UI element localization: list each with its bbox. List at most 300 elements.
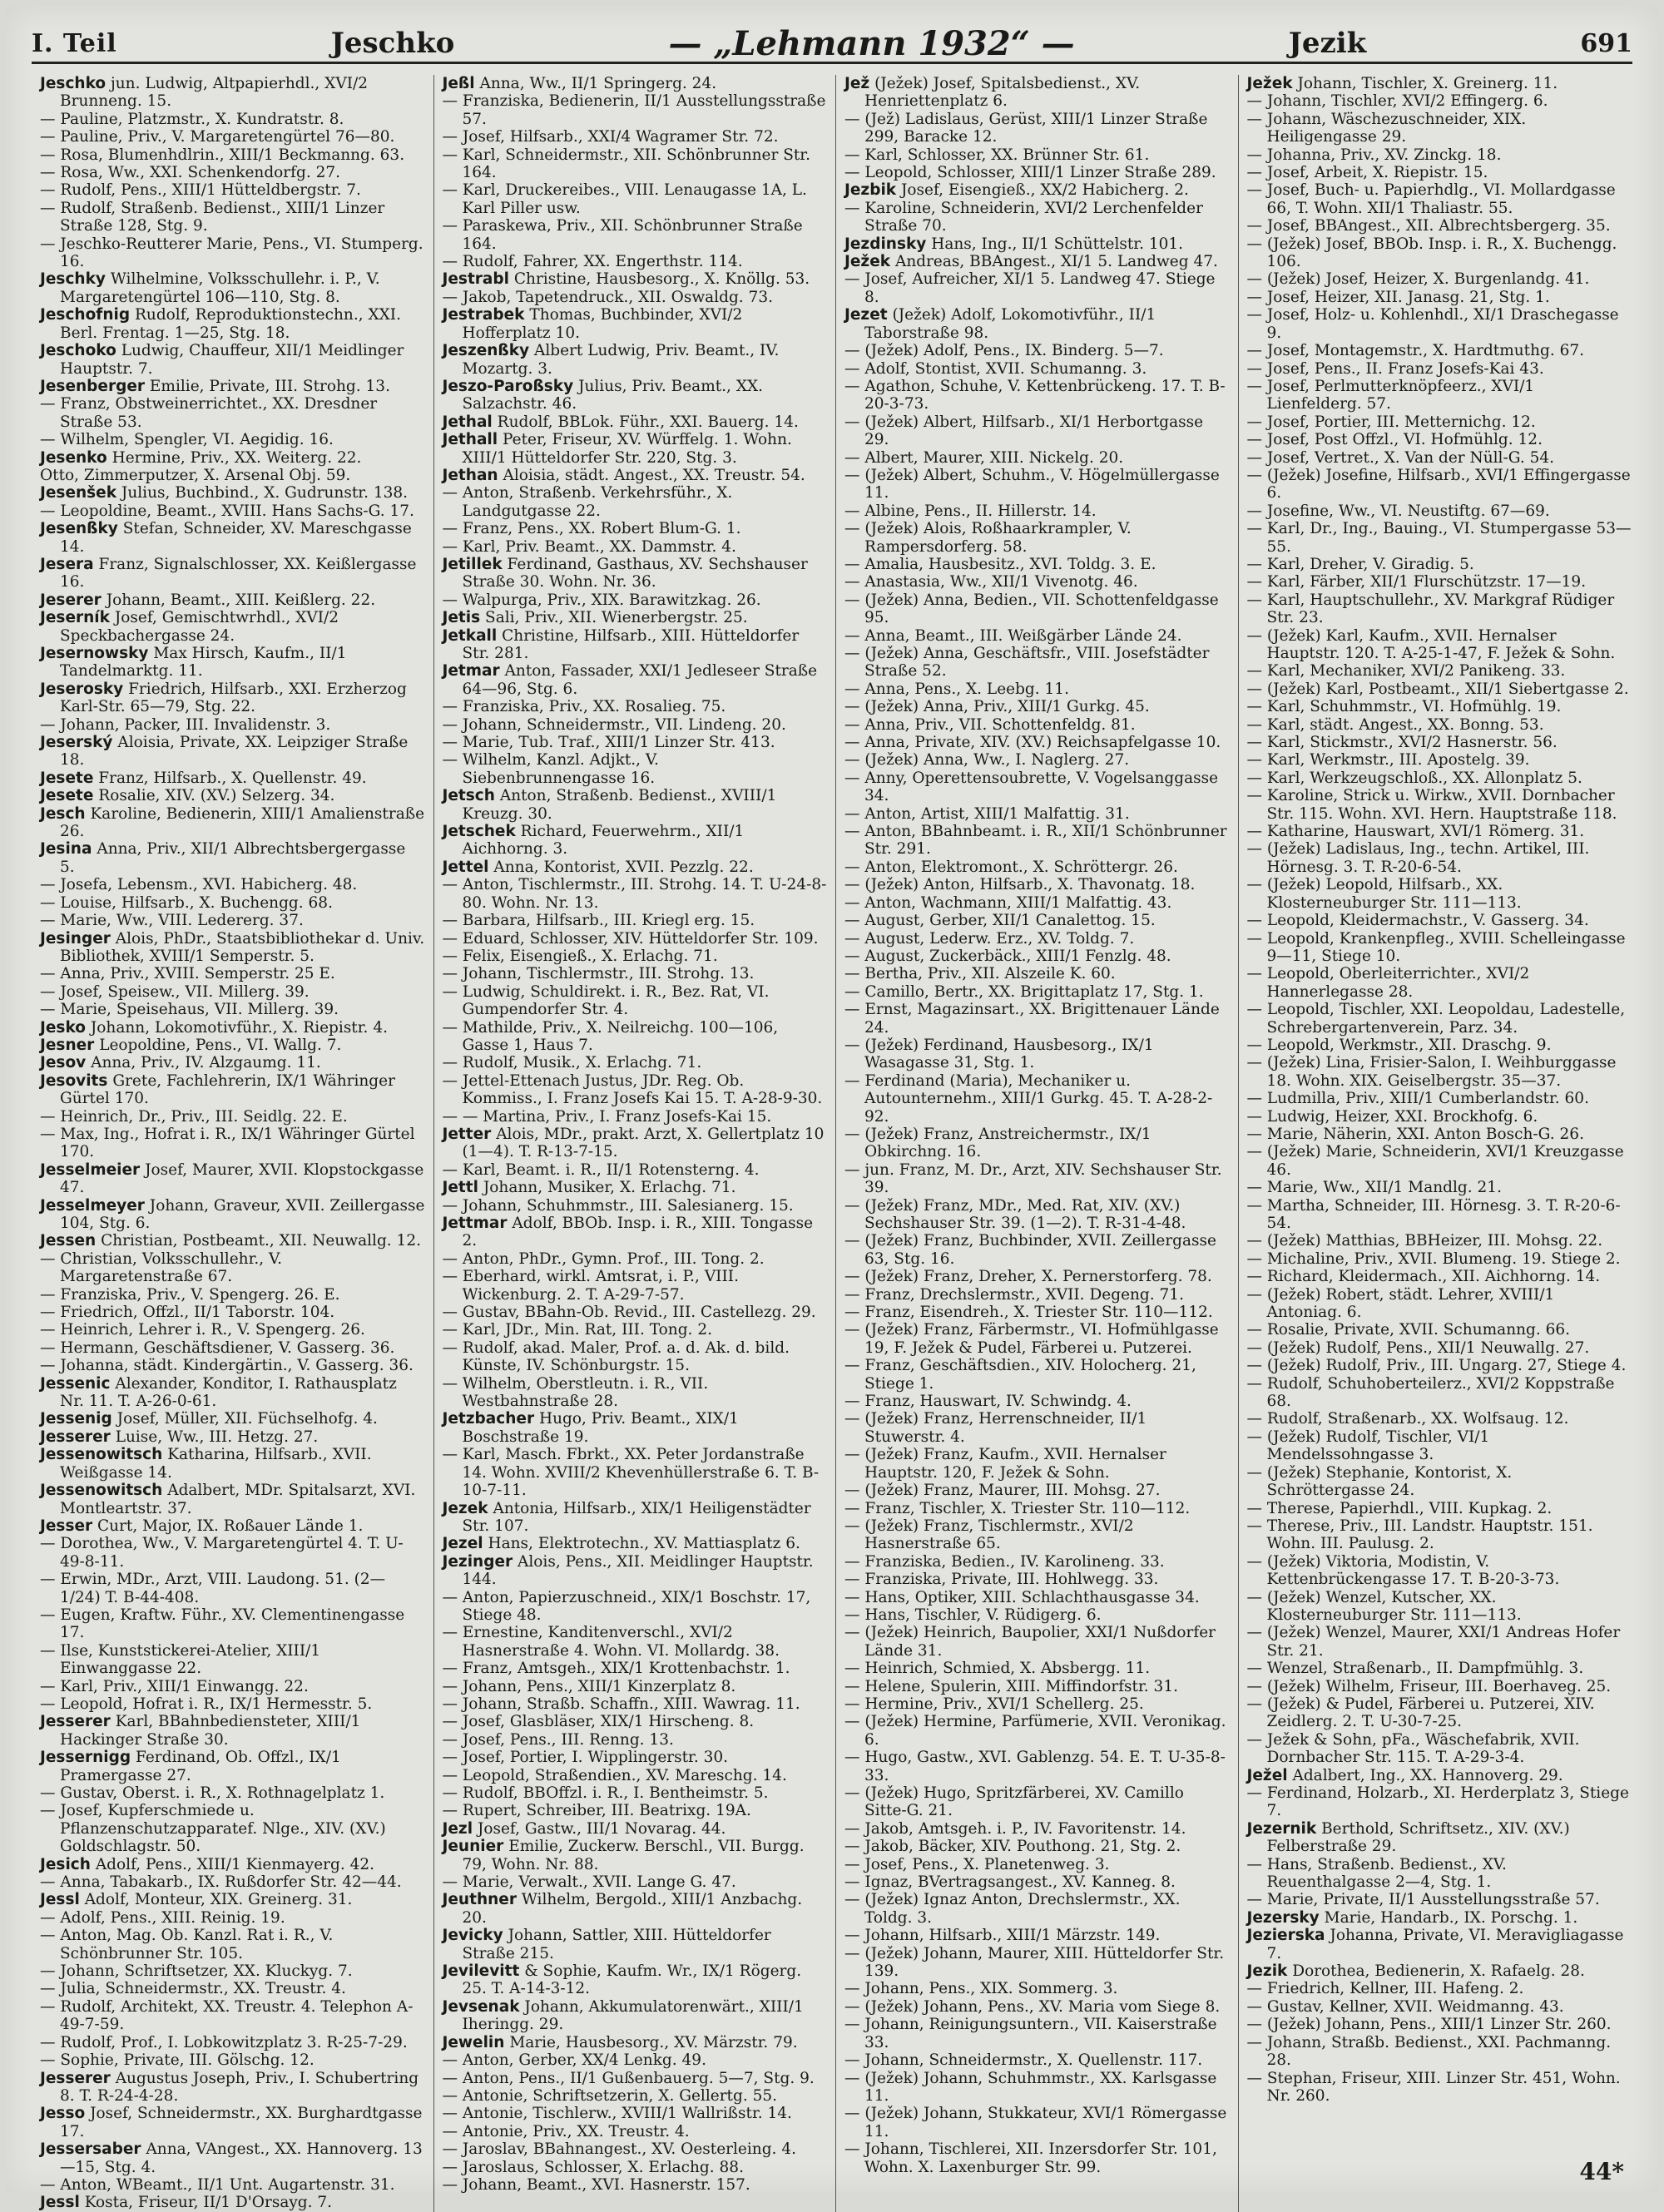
entry-details: — Anton, BBahnbeamt. i. R., XII/1 Schönbrunner Str. 291.: [844, 823, 1227, 859]
directory-entry: [844, 556, 1230, 573]
directory-entry: [40, 1980, 425, 1997]
entry-surname: Jeschofnig: [40, 306, 131, 324]
directory-entry: [40, 1962, 425, 1980]
directory-entry: [844, 1232, 1230, 1268]
directory-entry: [844, 645, 1230, 680]
entry-surname: Jezbik: [844, 181, 897, 200]
directory-entry: [40, 556, 425, 591]
directory-entry: [1247, 1980, 1633, 1997]
directory-entry: [1247, 235, 1633, 271]
entry-details: — Rudolf, Straßenb. Bedienst., XIII/1 Linzer Straße 128, Stg. 9.: [40, 199, 385, 235]
directory-entry: [1247, 1375, 1633, 1411]
entry-details: Josef, Schneidermstr., XX. Burghardtgasse 17.: [60, 2105, 423, 2140]
directory-entry: [443, 823, 828, 859]
entry-details: — Amalia, Hausbesitz., XVI. Toldg. 3. E.: [844, 555, 1156, 573]
entry-details: — Johann, Straßb. Schaffn., XIII. Wawrag. 11.: [442, 1695, 800, 1713]
entry-surname: Ježek: [844, 253, 891, 271]
entry-details: — (Jež) Ladislaus, Gerüst, XIII/1 Linzer Straße 299, Baracke 12.: [844, 110, 1208, 146]
entry-details: — Karl, Stickmstr., XVI/2 Hasnerstr. 56.: [1246, 734, 1558, 752]
entry-details: — (Ježek) Stephanie, Kontorist, X. Schröttergasse 24.: [1246, 1463, 1513, 1500]
directory-entry: [443, 1802, 828, 1819]
entry-details: Dorothea, Bedienerin, X. Rafaelg. 28.: [1292, 1962, 1585, 1981]
directory-entry: [443, 378, 828, 413]
entry-details: — Rudolf, Schuhoberteilerz., XVI/2 Koppstraße 68.: [1246, 1374, 1615, 1411]
entry-details: — Anton, Gerber, XX/4 Lenkg. 49.: [442, 2051, 706, 2070]
entry-details: — Therese, Priv., III. Landstr. Hauptstr. 151. Wohn. III. Paulusg. 2.: [1246, 1517, 1593, 1553]
directory-entry: [844, 1410, 1230, 1446]
entry-details: — Heinrich, Dr., Priv., III. Seidlg. 22. E.: [40, 1107, 348, 1126]
directory-entry: [844, 1197, 1230, 1233]
entry-details: — Rosa, Blumenhdlrin., XIII/1 Beckmanng. 63.: [40, 146, 405, 164]
entry-details: Alois, MDr., prakt. Arzt, X. Gellertplatz 10 (1—4). T. R-13-7-15.: [462, 1125, 825, 1161]
entry-details: — Rupert, Schreiber, III. Beatrixg. 19A.: [442, 1802, 751, 1820]
entry-details: — (Ježek) Johann, Pens., XIII/1 Linzer Str. 260.: [1246, 2016, 1612, 2034]
entry-details: — Anton, Elektromont., X. Schröttergr. 26.: [844, 858, 1178, 876]
directory-entry: [1247, 1108, 1633, 1126]
entry-details: — Karoline, Schneiderin, XVI/2 Lerchenfelder Straße 70.: [844, 199, 1203, 235]
directory-entry: [1247, 75, 1633, 92]
entry-surname: Jezierska: [1246, 1927, 1325, 1945]
entry-details: Josef, Gemischtwrhdl., XVI/2 Speckbachergasse 24.: [60, 609, 339, 645]
entry-details: Marie, Handarb., IX. Porschg. 1.: [1324, 1908, 1578, 1927]
entry-details: — (Ježek) Heinrich, Baupolier, XXI/1 Nußdorfer Lände 31.: [844, 1624, 1216, 1660]
directory-entry: [40, 431, 425, 448]
entry-details: — Barbara, Hilfsarb., III. Kriegl erg. 15.: [442, 912, 755, 930]
entry-details: — Johann, Tischler, XVI/2 Effingerg. 6.: [1246, 92, 1548, 111]
directory-entry: [443, 1767, 828, 1784]
directory-entry: [443, 2159, 828, 2176]
entry-details: — Karl, Beamt. i. R., II/1 Rotensterng. 4.: [442, 1160, 760, 1179]
directory-entry: [40, 502, 425, 520]
directory-entry: [40, 1375, 425, 1411]
entry-details: — (Ježek) Leopold, Hilfsarb., XX. Klosterneuburger Str. 111—113.: [1246, 876, 1522, 912]
signature-mark: 44*: [1579, 2158, 1624, 2185]
directory-entry: [443, 591, 828, 609]
entry-details: Ludwig, Chauffeur, XII/1 Meidlinger Hauptstr. 7.: [60, 342, 404, 378]
entry-details: Johann, Sattler, XIII. Hütteldorfer Straße 215.: [462, 1927, 771, 1962]
entry-details: — (Ježek) Franz, Dreher, X. Pernerstorferg. 78.: [844, 1268, 1212, 1286]
entry-surname: Jesera: [40, 555, 94, 573]
directory-entry: [443, 1749, 828, 1766]
entry-details: — Josef, Pens., X. Planetenweg. 3.: [844, 1855, 1110, 1873]
entry-details: — Josef, Portier, I. Wipplingerstr. 30.: [442, 1749, 729, 1767]
entry-details: — Johann, Reinigungsuntern., VII. Kaiserstraße 33.: [844, 2016, 1217, 2051]
entry-details: — (Ježek) Ladislaus, Ing., techn. Artikel, III. Hörnesg. 3. T. R-20-6-54.: [1246, 840, 1590, 876]
directory-entry: [1247, 2016, 1633, 2033]
entry-surname: Jesina: [40, 840, 92, 859]
entry-details: — Johann, Beamt., XVI. Hasnerstr. 157.: [442, 2175, 750, 2194]
directory-entry: [40, 235, 425, 271]
directory-entry: [1247, 1820, 1633, 1856]
directory-entry: [443, 413, 828, 431]
entry-details: — Josef, Pens., II. Franz Josefs-Kai 43.: [1246, 359, 1544, 378]
directory-entry: [443, 431, 828, 467]
directory-entry: [443, 2140, 828, 2158]
entry-details: — Anton, Tischlermstr., III. Strohg. 14. T. U-24-8-80. Wohn. Nr. 13.: [442, 876, 827, 912]
directory-entry: [40, 1286, 425, 1304]
directory-entry: [443, 1375, 828, 1411]
directory-entry: [1247, 1678, 1633, 1695]
entry-details: — Franz, Hauswart, IV. Schwindg. 4.: [844, 1393, 1132, 1411]
entry-details: — Ludwig, Heizer, XXI. Brockhofg. 6.: [1246, 1107, 1538, 1126]
entry-details: — jun. Franz, M. Dr., Arzt, XIV. Sechshauser Str. 39.: [844, 1160, 1222, 1197]
entry-details: Katharina, Hilfsarb., XVII. Weißgasse 14.: [60, 1446, 372, 1482]
entry-details: — August, Lederw. Erz., XV. Toldg. 7.: [844, 929, 1135, 948]
entry-details: — Jettel-Ettenach Justus, JDr. Reg. Ob. Kommiss., I. Franz Josefs Kai 15. T. A-28-9-30.: [442, 1071, 823, 1108]
directory-entry: [443, 556, 828, 591]
entry-details: — Karl, Schneidermstr., XII. Schönbrunner Str. 164.: [442, 146, 810, 182]
entry-details: — Leopold, Straßendien., XV. Mareschg. 14.: [442, 1766, 787, 1784]
entry-details: — Ferdinand (Maria), Mechaniker u. Autounternehm., XIII/1 Gurkg. 45. T. A-28-2-92.: [844, 1071, 1213, 1126]
entry-details: — Gustav, Oberst. i. R., X. Rothnagelplatz 1.: [40, 1784, 385, 1802]
directory-entry: [1247, 662, 1633, 680]
directory-entry: [844, 1678, 1230, 1695]
entry-details: Leopoldine, Pens., VI. Wallg. 7.: [99, 1036, 342, 1054]
entry-details: Curt, Major, IX. Roßauer Lände 1.: [97, 1517, 364, 1535]
entry-details: — Helene, Spulerin, XIII. Miffindorfstr. 31.: [844, 1677, 1178, 1695]
entry-details: — (Ježek) Rudolf, Tischler, VI/1 Mendelssohngasse 3.: [1246, 1428, 1490, 1464]
entry-details: — (Ježek) Rudolf, Priv., III. Ungarg. 27, Stiege 4.: [1246, 1357, 1627, 1375]
directory-entry: [1247, 627, 1633, 663]
entry-details: Christine, Hilfsarb., XIII. Hütteldorfer Str. 281.: [462, 626, 800, 662]
entry-details: Sali, Priv., XII. Wienerbergstr. 25.: [485, 609, 748, 627]
entry-surname: Jessl: [40, 1891, 80, 1909]
entry-surname: Jesselmeier: [40, 1160, 141, 1179]
directory-entry: [443, 1161, 828, 1179]
directory-entry: [1247, 1962, 1633, 1980]
entry-surname: Jesinger: [40, 929, 111, 948]
entry-details: — Stephan, Friseur, XIII. Linzer Str. 451, Wohn. Nr. 260.: [1246, 2069, 1621, 2105]
directory-entry: [844, 306, 1230, 342]
directory-entry: [1247, 1232, 1633, 1250]
entry-details: — Wenzel, Straßenarb., II. Dampfmühlg. 3.: [1246, 1660, 1584, 1678]
directory-entry: [40, 1517, 425, 1535]
directory-entry: [844, 751, 1230, 769]
entry-details: Emilie, Private, III. Strohg. 13.: [149, 377, 390, 395]
entry-details: — (Ježek) Ferdinand, Hausbesorg., IX/1 Wasagasse 31, Stg. 1.: [844, 1036, 1154, 1072]
entry-details: — (Ježek) Johann, Pens., XV. Maria vom Siege 8.: [844, 1997, 1221, 2016]
directory-entry: [443, 306, 828, 342]
entry-surname: Jetkall: [442, 626, 498, 645]
entry-surname: Jesovits: [40, 1071, 108, 1090]
entry-surname: Jeserosky: [40, 680, 124, 698]
directory-entry: [40, 1891, 425, 1908]
entry-details: Josef, Gastw., III/1 Novarag. 44.: [477, 1819, 726, 1838]
entry-details: Otto, Zimmerputzer, X. Arsenal Obj. 59.: [40, 466, 351, 484]
entry-details: — Karl, Schlosser, XX. Brünner Str. 61.: [844, 146, 1150, 164]
entry-details: — Josef, Hilfsarb., XXI/4 Wagramer Str. 72.: [442, 128, 779, 146]
entry-details: — Rosalie, Private, XVII. Schumanng. 66.: [1246, 1321, 1571, 1339]
entry-details: — Karl, Priv. Beamt., XX. Dammstr. 4.: [442, 537, 736, 556]
directory-entry: [844, 876, 1230, 893]
directory-entry: [443, 92, 828, 128]
directory-entry: [40, 449, 425, 467]
directory-entry: [443, 289, 828, 306]
entry-details: — Pauline, Priv., V. Margaretengürtel 76—80.: [40, 128, 395, 146]
directory-entry: [443, 1019, 828, 1055]
entry-details: — Hans, Tischler, V. Rüdigerg. 6.: [844, 1606, 1102, 1624]
entry-surname: Jetzbacher: [442, 1410, 535, 1428]
directory-entry: [40, 1927, 425, 1962]
entry-details: — Karl, JDr., Min. Rat, III. Tong. 2.: [442, 1321, 712, 1339]
entry-surname: Jethan: [442, 466, 498, 484]
directory-entry: [443, 1873, 828, 1891]
entry-details: — Rudolf, Architekt, XX. Treustr. 4. Telephon A-49-7-59.: [40, 1997, 414, 2034]
entry-details: & Sophie, Kaufm. Wr., IX/1 Rögerg. 25. T. A-14-3-12.: [462, 1962, 802, 1998]
directory-entry: [443, 1500, 828, 1536]
directory-entry: [844, 235, 1230, 253]
entry-surname: Jež: [844, 75, 870, 92]
directory-entry: [40, 840, 425, 876]
entry-details: — Sophie, Private, III. Gölschg. 12.: [40, 2051, 314, 2070]
entry-details: — Anna, Private, XIV. (XV.) Reichsapfelgasse 10.: [844, 734, 1221, 752]
directory-entry: [40, 128, 425, 146]
directory-entry: [844, 948, 1230, 965]
entry-details: — Jakob, Amtsgeh. i. P., IV. Favoritenstr. 14.: [844, 1819, 1186, 1838]
entry-details: — Karoline, Strick u. Wirkw., XVII. Dornbacher Str. 115. Wohn. XVI. Hern. Hauptstraße 118.: [1246, 787, 1617, 823]
directory-entry: [1247, 360, 1633, 378]
entry-details: — Julia, Schneidermstr., XX. Treustr. 4.: [40, 1980, 346, 1998]
directory-entry: [40, 1909, 425, 1927]
directory-entry: [40, 1197, 425, 1233]
directory-entry: [40, 520, 425, 556]
entry-details: — Katharine, Hauswart, XVI/1 Römerg. 31.: [1246, 823, 1585, 841]
directory-entry: [40, 1037, 425, 1054]
directory-entry: [844, 1589, 1230, 1606]
entry-details: — (Ježek) Ignaz Anton, Drechslermstr., XX. Toldg. 3.: [844, 1891, 1181, 1927]
directory-entry: [1247, 1909, 1633, 1927]
entry-surname: Jesov: [40, 1054, 87, 1072]
entry-surname: Jesso: [40, 2105, 86, 2123]
page-number: 691: [1580, 28, 1632, 58]
entry-details: — Franz, Drechslermstr., XVII. Degeng. 71.: [844, 1285, 1184, 1304]
directory-entry: [443, 1624, 828, 1660]
directory-entry: [443, 1410, 828, 1446]
entry-details: Alexander, Konditor, I. Rathausplatz Nr. 11. T. A-26-0-61.: [60, 1374, 397, 1411]
entry-surname: Jezinger: [442, 1552, 513, 1571]
directory-entry: [443, 609, 828, 626]
directory-entry: [844, 1927, 1230, 1944]
directory-entry: [1247, 2070, 1633, 2106]
directory-entry: [40, 930, 425, 966]
directory-entry: [844, 1838, 1230, 1855]
entry-details: (Ježek) Adolf, Lokomotivführ., II/1 Taborstraße 98.: [864, 306, 1156, 342]
directory-entry: [1247, 1784, 1633, 1820]
entry-details: — Karl, Masch. Fbrkt., XX. Peter Jordanstraße 14. Wohn. XVIII/2 Khevenhüllerstraße 6. T. B-10-7-11.: [442, 1446, 820, 1500]
entry-surname: Jesernowsky: [40, 645, 149, 662]
directory-entry: [443, 538, 828, 556]
directory-entry: [40, 1232, 425, 1250]
directory-entry: [1247, 1001, 1633, 1037]
entry-details: — Marie, Ww., XII/1 Mandlg. 21.: [1246, 1179, 1502, 1197]
entry-surname: Jeschko: [40, 75, 106, 92]
entry-details: — Josef, Pens., III. Renng. 13.: [442, 1730, 674, 1749]
entry-details: — (Ježek) Franz, Kaufm., XVII. Hernalser Hauptstr. 120, F. Ježek & Sohn.: [844, 1446, 1166, 1482]
entry-surname: Jeserer: [40, 591, 102, 609]
entry-details: — Ježek & Sohn, pFa., Wäschefabrik, XVII. Dornbacher Str. 115. T. A-29-3-4.: [1246, 1730, 1580, 1767]
entry-details: Augustus Joseph, Priv., I. Schubertring 8. T. R-24-4-28.: [60, 2069, 419, 2105]
directory-entry: [1247, 1660, 1633, 1677]
entry-details: Karl, BBahnbediensteter, XIII/1 Hackinger Straße 30.: [60, 1713, 361, 1749]
entry-details: — Leopoldine, Beamt., XVIII. Hans Sachs-G. 17.: [40, 502, 414, 520]
directory-entry: [40, 609, 425, 645]
directory-entry: [1247, 698, 1633, 715]
entry-surname: Jesenšek: [40, 484, 117, 502]
entry-details: — Ernestine, Kanditenverschl., XVI/2 Hasnerstraße 4. Wohn. VI. Mollardg. 38.: [442, 1624, 780, 1660]
entry-details: — (Ježek) Karl, Kaufm., XVII. Hernalser Hauptstr. 120. T. A-25-1-47, F. Ježek & Sohn.: [1246, 626, 1616, 662]
entry-details: Johann, Akkumulatorenwärt., XIII/1 Iheringg. 29.: [462, 1997, 804, 2034]
entry-details: — (Ježek) Wenzel, Maurer, XXI/1 Andreas Hofer Str. 21.: [1246, 1624, 1621, 1660]
entry-details: — (Ježek) Josef, Heizer, X. Burgenlandg. 41.: [1246, 270, 1590, 289]
entry-details: — Franz, Geschäftsdien., XIV. Holocherg. 21, Stiege 1.: [844, 1357, 1196, 1393]
directory-entry: [844, 1357, 1230, 1393]
directory-entry: [40, 2034, 425, 2051]
entry-details: — Leopold, Oberleiterrichter., XVI/2 Hannerlegasse 28.: [1246, 965, 1530, 1001]
entry-details: — Albert, Maurer, XIII. Nickelg. 20.: [844, 448, 1124, 467]
entry-details: Aloisia, städt. Angest., XX. Treustr. 54.: [503, 466, 805, 484]
directory-entry: [443, 751, 828, 787]
directory-entry: [40, 1428, 425, 1446]
directory-entry: [844, 983, 1230, 1001]
directory-entry: [443, 1891, 828, 1927]
entry-details: — Leopold, Werkmstr., XII. Draschg. 9.: [1246, 1036, 1552, 1054]
directory-entry: [443, 2123, 828, 2140]
entry-details: Grete, Fachlehrerin, IX/1 Währinger Gürtel 170.: [60, 1071, 395, 1108]
entry-details: — Friedrich, Offzl., II/1 Taborstr. 104.: [40, 1304, 335, 1322]
directory-entry: [443, 2051, 828, 2069]
entry-details: — Karl, Werkmstr., III. Apostelg. 39.: [1246, 751, 1530, 769]
entry-surname: Jewelin: [442, 2033, 505, 2051]
directory-entry: [844, 253, 1230, 270]
entry-details: — Karl, Priv., XIII/1 Einwangg. 22.: [40, 1677, 309, 1695]
entry-surname: Jevsenak: [442, 1997, 520, 2016]
entry-details: Max Hirsch, Kaufm., II/1 Tandelmarktg. 11.: [60, 645, 347, 680]
directory-entry: [443, 2105, 828, 2122]
entry-details: — Karl, Hauptschullehr., XV. Markgraf Rüdiger Str. 23.: [1246, 591, 1615, 627]
entry-surname: Jezersky: [1246, 1908, 1320, 1927]
entry-details: — Hans, Optiker, XIII. Schlachthausgasse 34.: [844, 1588, 1200, 1606]
entry-details: — Hermann, Geschäftsdiener, V. Gasserg. 36.: [40, 1339, 395, 1357]
entry-details: — Anton, Wachmann, XIII/1 Malfattig. 43.: [844, 893, 1172, 912]
entry-details: — Marie, Näherin, XXI. Anton Bosch-G. 26.: [1246, 1125, 1584, 1143]
directory-entry: [40, 1784, 425, 1802]
entry-surname: Jevicky: [442, 1927, 503, 1945]
directory-entry: [844, 1713, 1230, 1749]
directory-entry: [40, 1446, 425, 1482]
entry-details: Johanna, Private, VI. Meravigliagasse 7.: [1266, 1927, 1624, 1962]
entry-details: — (Ježek) Johann, Schuhmmstr., XX. Karlsgasse 11.: [844, 2069, 1217, 2105]
entry-details: — Pauline, Platzmstr., X. Kundratstr. 8.: [40, 110, 344, 128]
directory-entry: [844, 1891, 1230, 1927]
column-4: [1239, 75, 1642, 2212]
directory-entry: [844, 75, 1230, 111]
entry-surname: Jessl: [40, 2194, 80, 2212]
entry-details: — Therese, Papierhdl., VIII. Kupkag. 2.: [1246, 1499, 1553, 1517]
directory-entry: [844, 342, 1230, 359]
entry-details: — Anton, Pens., II/1 Gußenbauerg. 5—7, Stg. 9.: [442, 2069, 815, 2087]
entry-details: — Josef, Kupferschmiede u. Pflanzenschutzapparatef. Nlge., XIV. (XV.) Goldschlagstr. 50.: [40, 1802, 386, 1856]
entry-details: — Josef, Aufreicher, XI/1 5. Landweg 47. Stiege 8.: [844, 270, 1216, 306]
directory-entry: [1247, 449, 1633, 467]
entry-details: — Marie, Ww., VIII. Ledererg. 37.: [40, 912, 304, 930]
entry-details: — Johann, Pens., XIII/1 Kinzerplatz 8.: [442, 1677, 736, 1695]
entry-details: — (Ježek) Anton, Hilfsarb., X. Thavonatg. 18.: [844, 876, 1196, 894]
directory-entry: [844, 146, 1230, 164]
directory-entry: [443, 1108, 828, 1126]
entry-details: — August, Gerber, XII/1 Canalettog. 15.: [844, 912, 1156, 930]
directory-entry: [40, 1250, 425, 1286]
directory-entry: [40, 146, 425, 164]
entry-surname: Jesselmeyer: [40, 1196, 145, 1215]
entry-details: Ferdinand, Gasthaus, XV. Sechshauser Straße 30. Wohn. Nr. 36.: [462, 555, 808, 591]
directory-entry: [443, 1250, 828, 1268]
entry-details: — Franziska, Bedien., IV. Karolineng. 33.: [844, 1552, 1165, 1571]
directory-entry: [1247, 1054, 1633, 1090]
directory-entry: [443, 948, 828, 965]
entry-details: — Josefa, Lebensm., XVI. Habicherg. 48.: [40, 876, 358, 894]
entry-surname: Jezek: [442, 1499, 488, 1517]
directory-entry: [844, 413, 1230, 449]
directory-entry: [844, 2016, 1230, 2051]
entry-details: — Louise, Hilfsarb., X. Buchengg. 68.: [40, 893, 333, 912]
entry-details: — Franziska, Bedienerin, II/1 Ausstellungsstraße 57.: [442, 92, 826, 128]
entry-details: Christine, Hausbesorg., X. Knöllg. 53.: [513, 270, 810, 289]
entry-details: — (Ježek) Josefine, Hilfsarb., XVI/1 Effingergasse 6.: [1246, 466, 1631, 502]
directory-entry: [443, 965, 828, 982]
directory-entry: [443, 1784, 828, 1802]
entry-details: Adalbert, MDr. Spitalsarzt, XVI. Montleartstr. 37.: [60, 1482, 416, 1517]
entry-details: — Karl, Dr., Ing., Bauing., VI. Stumpergasse 53—55.: [1246, 520, 1632, 556]
directory-entry: [443, 181, 828, 217]
entry-details: — (Ježek) Johann, Stukkateur, XVI/1 Römergasse 11.: [844, 2105, 1227, 2140]
entry-surname: Jestrabl: [442, 270, 509, 289]
entry-details: Adolf, Pens., XIII/1 Kienmayerg. 42.: [95, 1855, 375, 1873]
entry-details: — Anton, Mag. Ob. Kanzl. Rat i. R., V. Schönbrunner Str. 105.: [40, 1927, 334, 1962]
entry-details: — (Ježek) Hermine, Parfümerie, XVII. Veronikag. 6.: [844, 1713, 1226, 1749]
directory-entry: [40, 1606, 425, 1642]
entry-details: — Camillo, Bertr., XX. Brigittaplatz 17, Stg. 1.: [844, 982, 1204, 1001]
entry-details: — Josef, Post Offzl., VI. Hofmühlg. 12.: [1246, 431, 1543, 449]
directory-entry: [844, 1553, 1230, 1571]
column-1: [32, 75, 434, 2212]
directory-entry: [1247, 1090, 1633, 1107]
directory-entry: [443, 983, 828, 1019]
entry-details: — Anna, Beamt., III. Weißgärber Lände 24.: [844, 626, 1182, 645]
directory-entry: [40, 983, 425, 1001]
directory-entry: [844, 627, 1230, 645]
directory-entry: [1247, 1891, 1633, 1908]
entry-details: Wilhelmine, Volksschullehr. i. P., V. Margaretengürtel 106—110, Stg. 8.: [60, 270, 380, 306]
entry-details: — Josef, BBAngest., XII. Albrechtsbergerg. 35.: [1246, 217, 1611, 235]
directory-entry: [443, 1962, 828, 1998]
directory-entry: [1247, 787, 1633, 823]
entry-surname: Jestrabek: [442, 306, 525, 324]
directory-entry: [844, 1393, 1230, 1410]
entry-details: Anna, Ww., II/1 Springerg. 24.: [479, 75, 717, 92]
directory-entry: [844, 467, 1230, 502]
directory-entry: [1247, 270, 1633, 288]
entry-details: — Rudolf, akad. Maler, Prof. a. d. Ak. d. bild. Künste, IV. Schönburgstr. 15.: [442, 1339, 790, 1375]
entry-details: — Johann, Schneidermstr., X. Quellenstr. 117.: [844, 2051, 1203, 2070]
directory-entry: [844, 1998, 1230, 2016]
directory-entry: [1247, 680, 1633, 698]
entry-surname: Jessersaber: [40, 2140, 141, 2159]
entry-surname: Jezdinsky: [844, 235, 927, 253]
directory-entry: [1247, 1268, 1633, 1285]
directory-entry: [443, 1927, 828, 1962]
entry-details: — Ilse, Kunststickerei-Atelier, XIII/1 Einwanggasse 22.: [40, 1641, 321, 1678]
directory-entry: [40, 1108, 425, 1126]
